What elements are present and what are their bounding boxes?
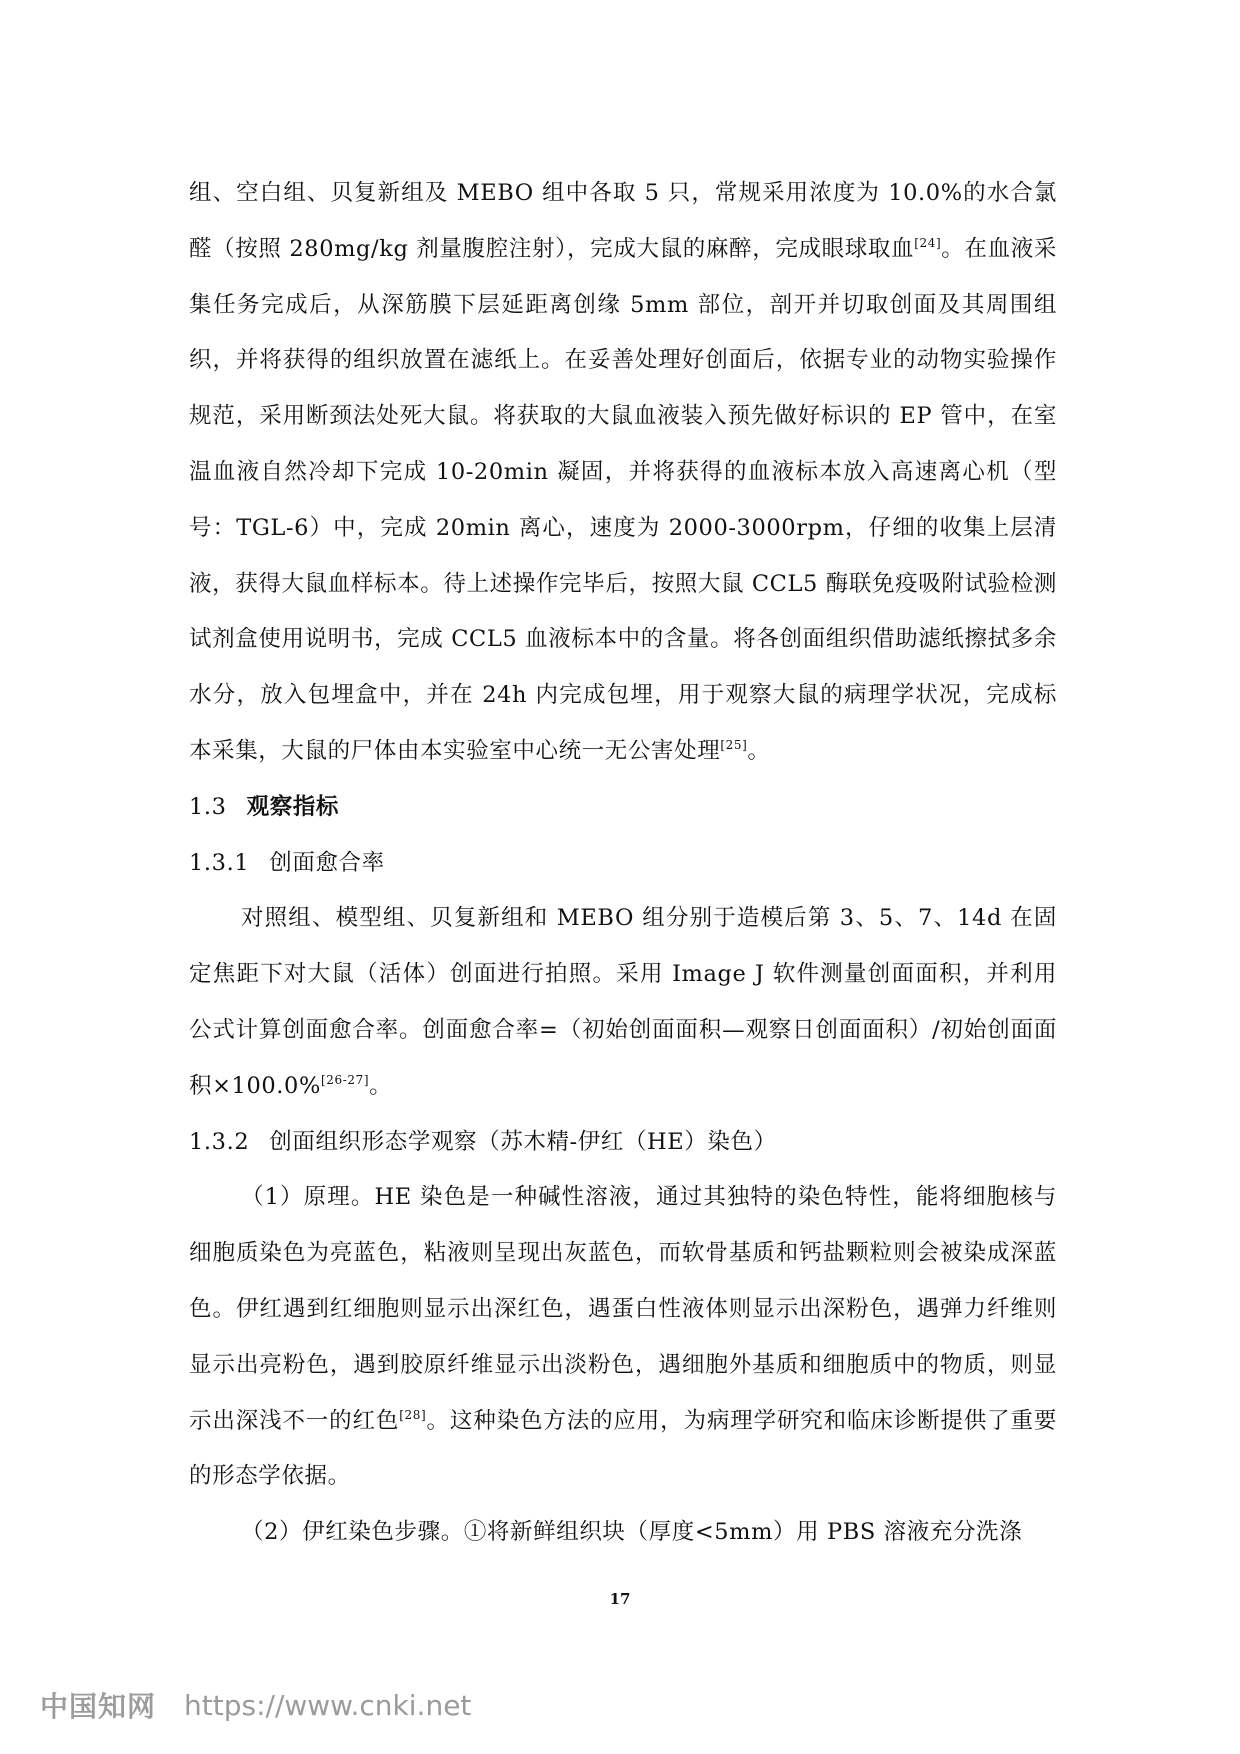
text-span: （1）原理。HE 染色是一种碱性溶液，通过其独特的染色特性，能将细胞核与细胞质染色为亮蓝色，粘液则呈现出灰蓝色，而软骨基质和钙盐颗粒则会被染成深蓝色。伊红遇到红细胞则显示出深红色，遇蛋白性液体则显示出深粉色，遇弹力纤维则显示出亮粉色，遇到胶原纤维显示出淡粉色，遇细胞外基质和细胞质中的物质，则显示出深浅不一的红色 [189,1184,1057,1434]
section-number: 1.3.1 [189,849,250,876]
cnki-watermark [40,1685,471,1725]
citation-ref: [24] [914,235,942,250]
cnki-logo: 中国知网 [40,1690,157,1723]
citation-ref: [25] [720,737,748,752]
body-text [189,166,1057,1561]
text-span: 。 [369,1072,393,1099]
section-title: 观察指标 [246,793,339,820]
section-heading-1-3 [189,780,1057,836]
text-span: 。在血液采集任务完成后，从深筋膜下层延距离创缘 5mm 部位，剖开并切取创面及其周围组织，并将获得的组织放置在滤纸上。在妥善处理好创面后，依据专业的动物实验操作规范，采用断颈法处死大鼠。将获取的大鼠血液装入预先做好标识的 EP 管中，在室温血液自然冷却下完成 10-20min 凝固，并将获得的血液标本放入高速离心机（型号：TGL-6）中，完成 20min 离心，速度为 2000-3000rpm，仔细的收集上层清液，获得大鼠血样标本。待上述操作完毕后，按照大鼠 CCL5 酶联免疫吸附试验检测试剂盒使用说明书，完成 CCL5 血液标本中的含量。将各创面组织借助滤纸擦拭多余水分，放入包埋盒中，并在 24h 内完成包埋，用于观察大鼠的病理学状况，完成标本采集，大鼠的尸体由本实验室中心统一无公害处理 [189,235,1057,764]
text-span: （2）伊红染色步骤。①将新鲜组织块（厚度<5mm）用 PBS 溶液充分洗涤 [241,1519,1023,1546]
text-span: 组、空白组、贝复新组及 MEBO 组中各取 5 只，常规采用浓度为 10.0%的水合氯醛（按照 280mg/kg 剂量腹腔注射），完成大鼠的麻醉，完成眼球取血 [189,180,1057,262]
section-heading-1-3-1 [189,836,1057,892]
section-number: 1.3 [189,793,227,820]
text-span: 。 [747,737,771,764]
section-number: 1.3.2 [189,1128,250,1155]
citation-ref: [26-27] [320,1072,370,1087]
paragraph-sample-collection [189,166,1057,780]
paragraph-eosin-steps [189,1505,1057,1561]
text-span: 对照组、模型组、贝复新组和 MEBO 组分别于造模后第 3、5、7、14d 在固定焦距下对大鼠（活体）创面进行拍照。采用 Image J 软件测量创面面积，并利用公式计算创面愈合率。创面愈合率=（初始创面面积—观察日创面面积）/初始创面面积×100.0% [189,905,1057,1099]
paragraph-he-principle [189,1170,1057,1505]
text-span: 。这种染色方法的应用，为病理学研究和临床诊断提供了重要的形态学依据。 [189,1407,1058,1490]
section-title: 创面组织形态学观察（苏木精-伊红（HE）染色） [269,1128,777,1155]
paragraph-healing-rate [189,891,1057,1114]
section-title: 创面愈合率 [269,849,385,876]
citation-ref: [28] [399,1407,427,1422]
section-heading-1-3-2 [189,1115,1057,1171]
page-number: 17 [609,1590,631,1608]
cnki-url: https://www.cnki.net [184,1688,472,1722]
